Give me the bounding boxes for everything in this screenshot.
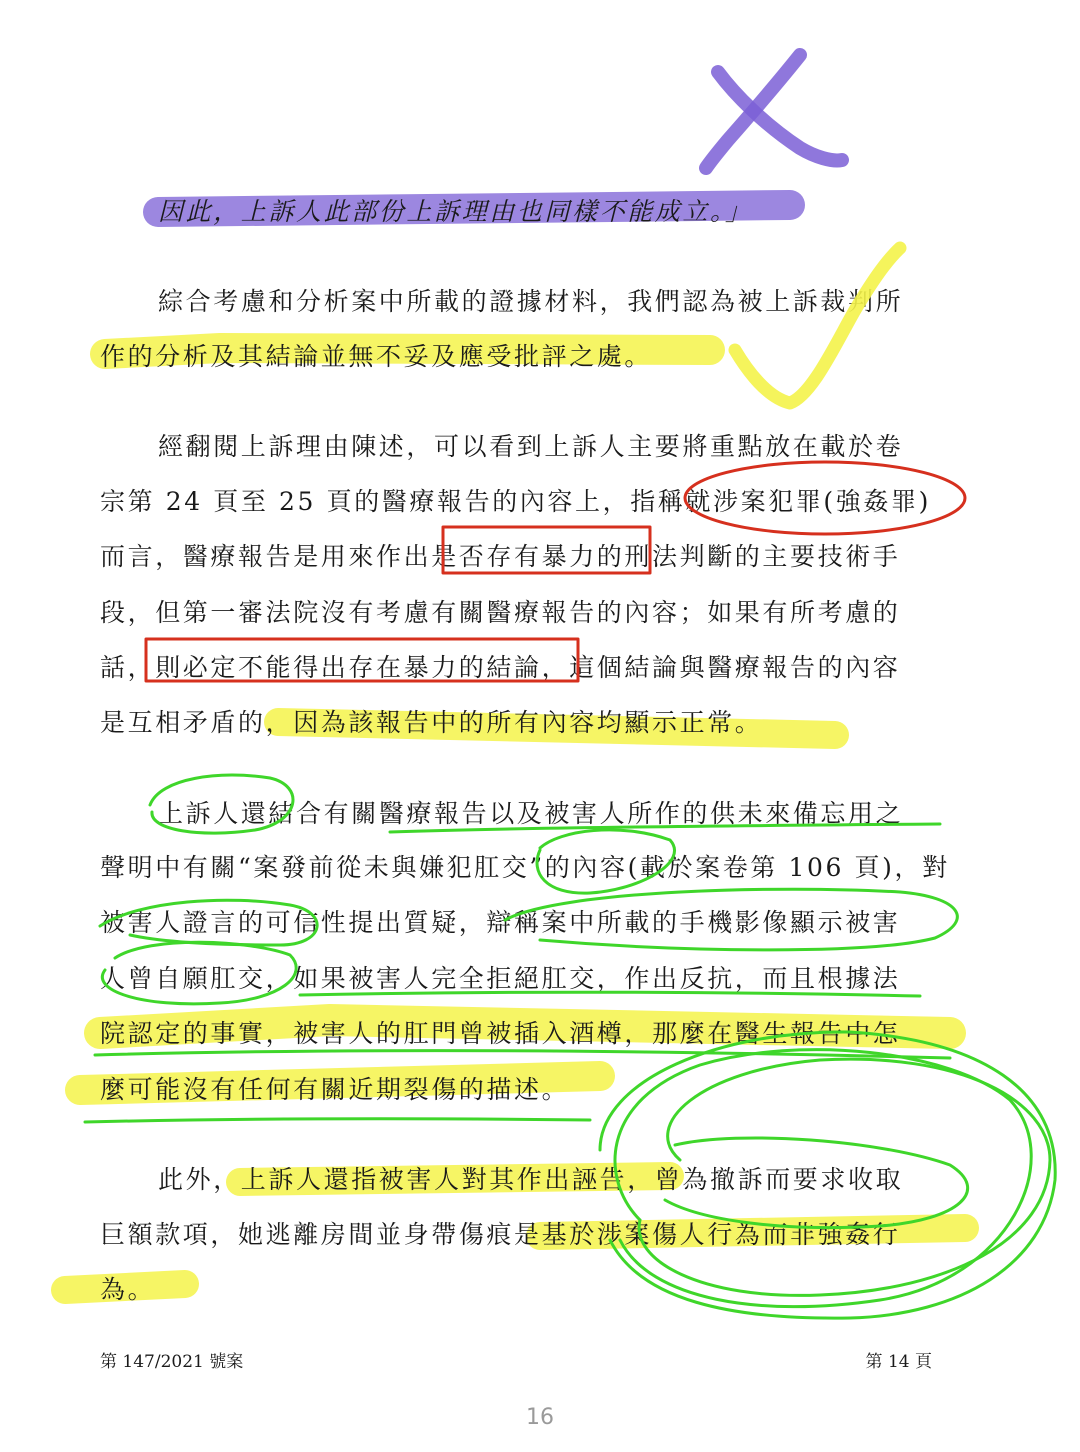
text-line: 因此，上訴人此部份上訴理由也同樣不能成立。」	[158, 197, 753, 226]
text-line: 作的分析及其結論並無不妥及應受批評之處。	[100, 342, 653, 371]
text-line: 聲明中有關“案發前從未與嫌犯肛交”的內容(載於案卷第 106 頁)，對	[100, 853, 950, 882]
text-line: 為。	[100, 1275, 156, 1304]
text-line: 人曾自願肛交，如果被害人完全拒絕肛交，作出反抗，而且根據法	[100, 964, 901, 993]
text-line: 院認定的事實，被害人的肛門曾被插入酒樽，那麼在醫生報告中怎	[100, 1019, 901, 1048]
case-number: 第 147/2021 號案	[100, 1352, 244, 1372]
page-label: 第 14 頁	[865, 1352, 932, 1372]
text-line: 上訴人還結合有關醫療報告以及被害人所作的供未來備忘用之	[158, 799, 904, 828]
text-line: 而言，醫療報告是用來作出是否存有暴力的刑法判斷的主要技術手	[100, 542, 901, 571]
text-line: 經翻閱上訴理由陳述，可以看到上訴人主要將重點放在載於卷	[158, 432, 904, 461]
text-line: 被害人證言的可信性提出質疑，辯稱案中所載的手機影像顯示被害	[100, 908, 901, 937]
text-line: 宗第 24 頁至 25 頁的醫療報告的內容上，指稱就涉案犯罪(強姦罪)	[100, 487, 931, 516]
text-line: 巨額款項，她逃離房間並身帶傷痕是基於涉案傷人行為而非強姦行	[100, 1220, 901, 1249]
text-line: 麼可能沒有任何有關近期裂傷的描述。	[100, 1075, 570, 1104]
page-number: 16	[526, 1405, 554, 1430]
text-line: 此外，上訴人還指被害人對其作出誣告，曾為撤訴而要求收取	[158, 1165, 904, 1194]
text-line: 話，則必定不能得出存在暴力的結論，這個結論與醫療報告的內容	[100, 653, 901, 682]
text-line: 段，但第一審法院沒有考慮有關醫療報告的內容；如果有所考慮的	[100, 598, 901, 627]
text-line: 綜合考慮和分析案中所載的證據材料，我們認為被上訴裁判所	[158, 287, 904, 316]
text-line: 是互相矛盾的，因為該報告中的所有內容均顯示正常。	[100, 708, 763, 737]
